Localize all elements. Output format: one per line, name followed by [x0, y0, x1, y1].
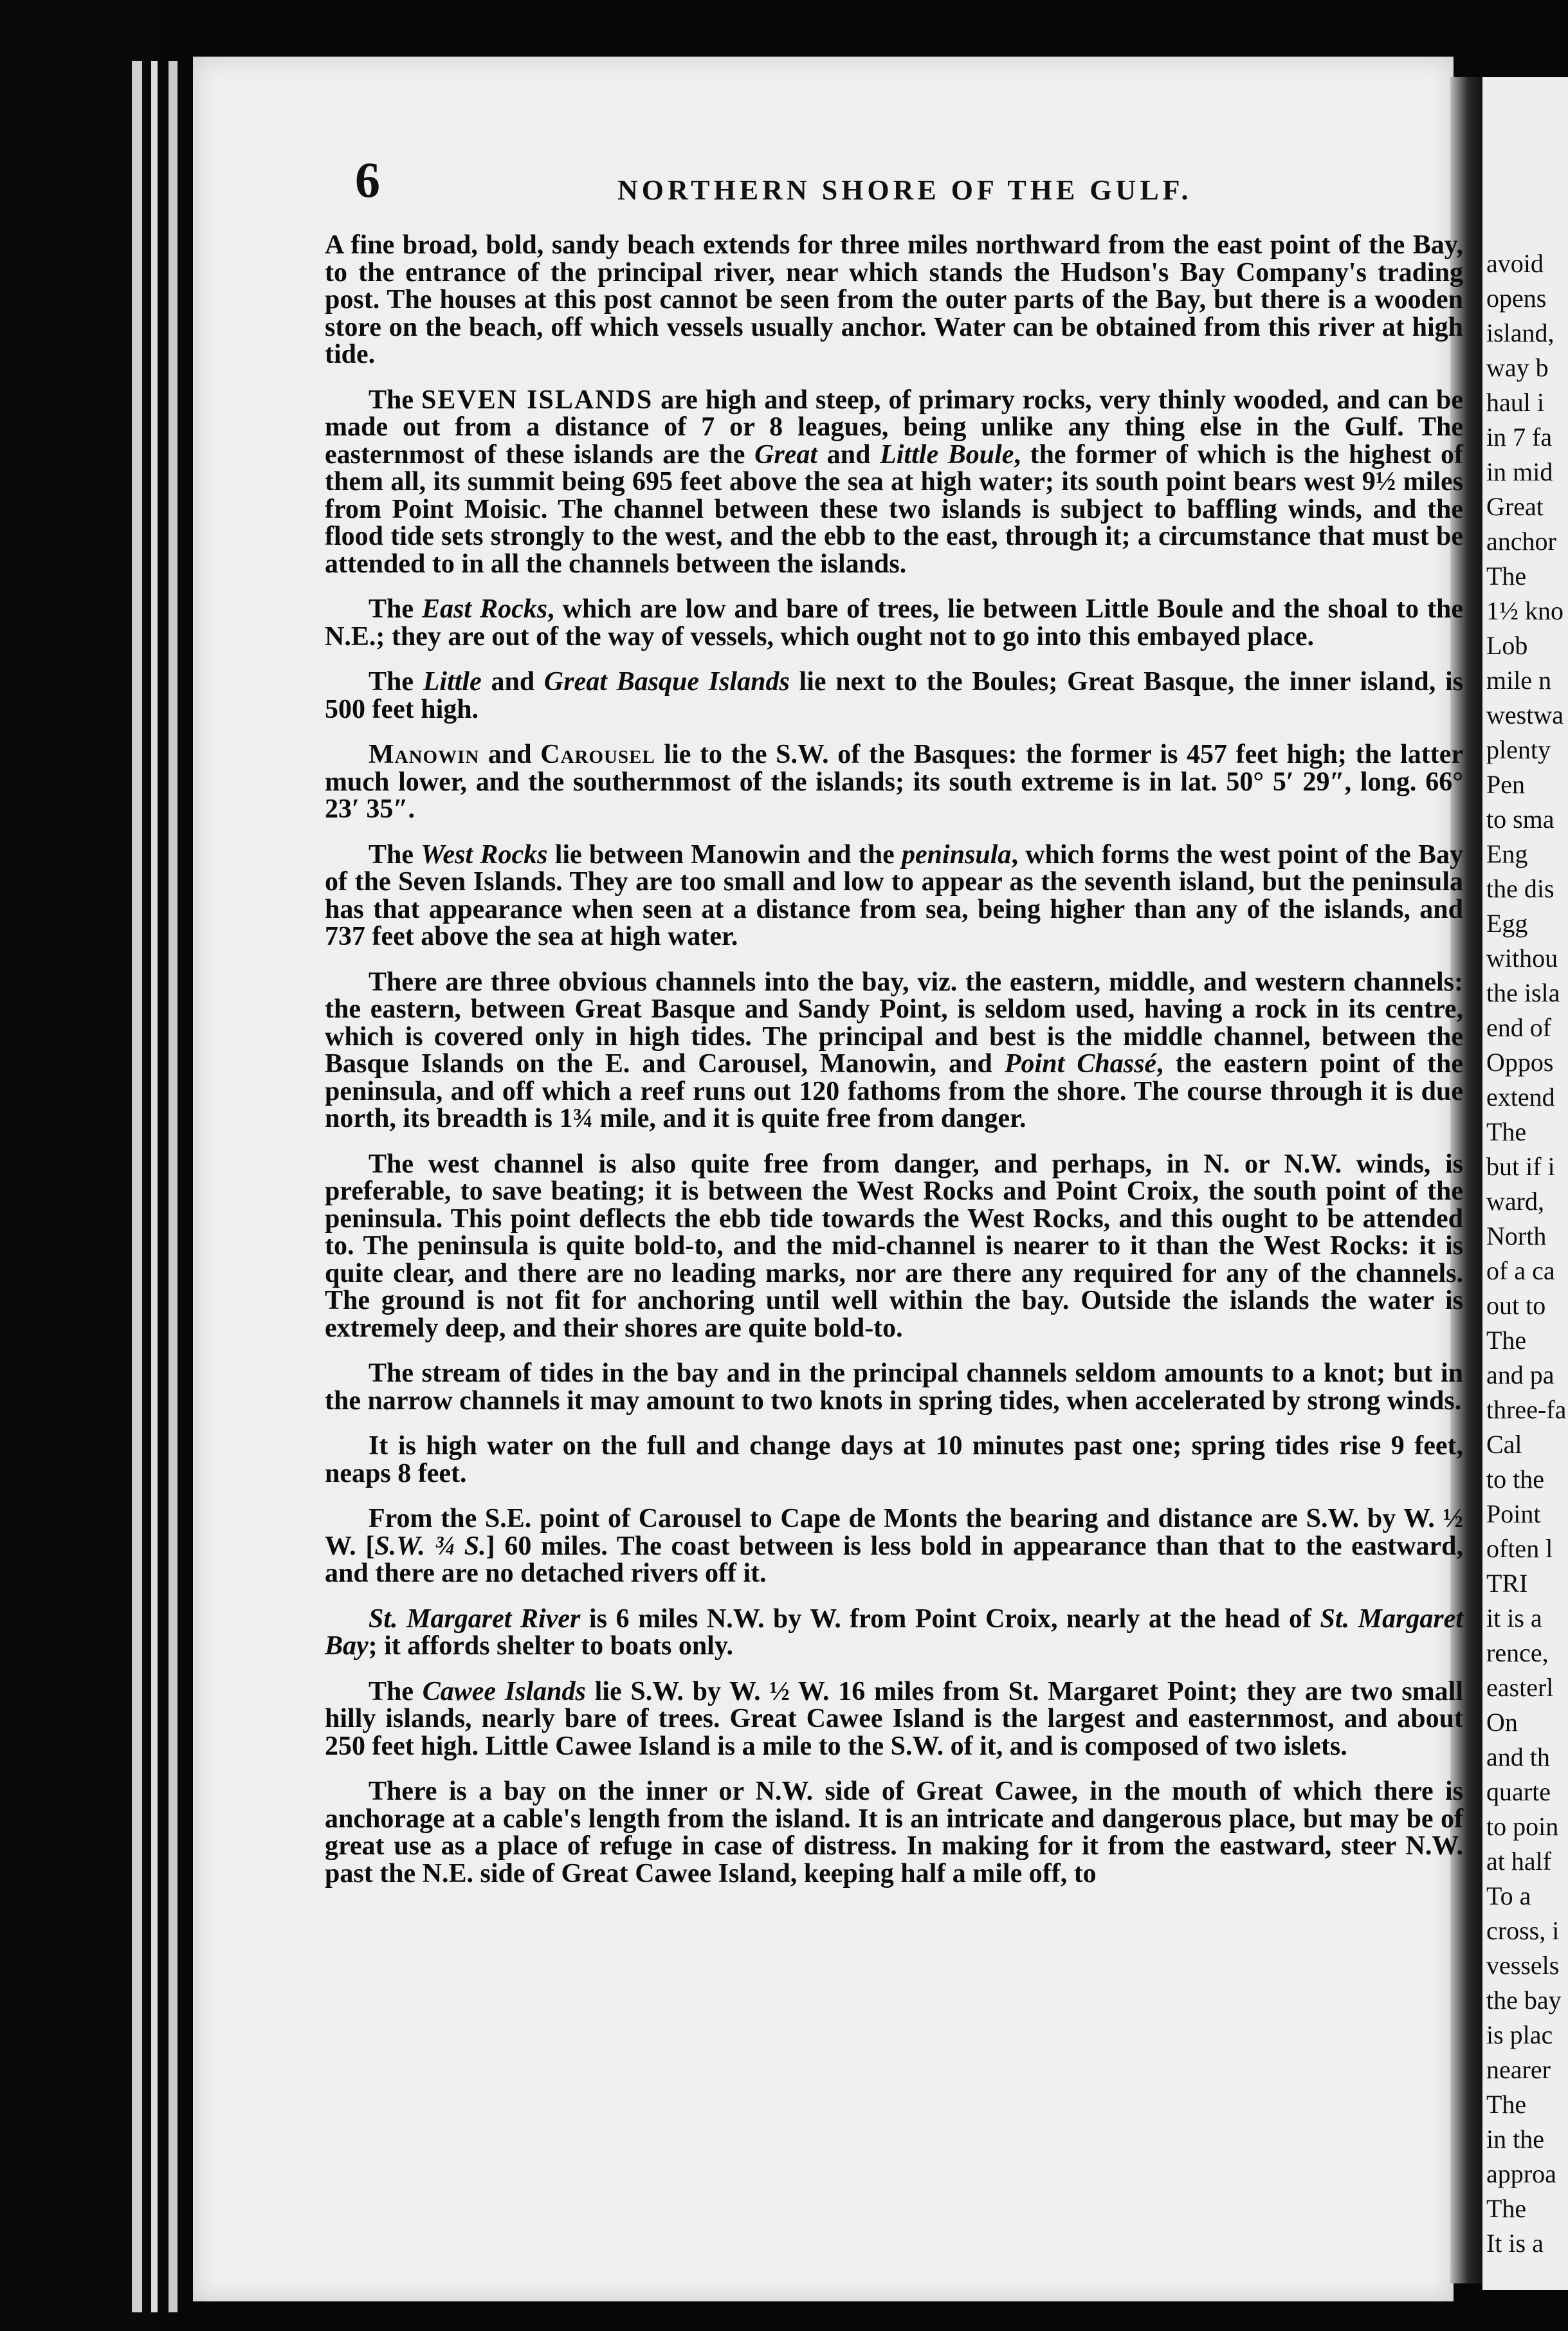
facing-page-line: easterl — [1486, 1673, 1554, 1702]
facing-page-line: out to — [1486, 1291, 1546, 1320]
facing-page-line: cross, i — [1486, 1916, 1560, 1945]
facing-page-line: The — [1486, 2194, 1527, 2223]
facing-page-line: The — [1486, 1326, 1527, 1355]
facing-page — [1482, 77, 1568, 2290]
paragraph: The stream of tides in the bay and in the principal channels seldom amounts to a knot; but in the narrow channels it may amount to two knots in spring tides, when accelerated by strong winds. — [325, 1358, 1463, 1416]
facing-page-line: Pen — [1486, 770, 1525, 799]
binding-edge — [169, 61, 178, 2312]
facing-page-line: withou — [1486, 944, 1558, 973]
facing-page-line: Lob — [1486, 631, 1528, 660]
facing-page-line: but if i — [1486, 1152, 1555, 1181]
facing-page-line: in 7 fa — [1486, 423, 1553, 452]
paragraph: St. Margaret River is 6 miles N.W. by W. from Point Croix, nearly at the head of St. Margaret Bay; it affords shelter to boats only. — [325, 1604, 1463, 1661]
facing-page-line: is plac — [1486, 2020, 1553, 2049]
running-head: NORTHERN SHORE OF THE GULF. — [617, 174, 1192, 206]
facing-page-line: three-fa — [1486, 1395, 1567, 1424]
facing-page-line: Oppos — [1486, 1048, 1554, 1077]
facing-page-line: mile n — [1486, 666, 1552, 695]
page-body — [325, 232, 1463, 1905]
paragraph: It is high water on the full and change days at 10 minutes past one; spring tides rise 9 feet, neaps 8 feet. — [325, 1431, 1463, 1488]
facing-page-line: plenty — [1486, 735, 1551, 764]
facing-page-line: of a ca — [1486, 1256, 1555, 1285]
facing-page-line: It is a — [1486, 2229, 1544, 2258]
paragraph: The SEVEN ISLANDS are high and steep, of primary rocks, very thinly wooded, and can be made out from a distance of 7 or 8 leagues, being unlike any thing else in the Gulf. The easternmost of these islands are the Great and Little Boule, the former of which is the highest of them all, its summit being 695 feet above the sea at high water; its south point bears west 9½ miles from Point Moisic. The channel between these two islands is subject to baffling winds, and the flood tide sets strongly to the west, and the ebb to the east, through it; a circumstance that must be attended to in all the channels between the islands. — [325, 385, 1464, 579]
facing-page-line: quarte — [1486, 1777, 1551, 1806]
facing-page-line: On — [1486, 1708, 1518, 1737]
facing-page-line: nearer — [1486, 2055, 1551, 2084]
facing-page-line: the bay — [1486, 1986, 1562, 2015]
paragraph: A fine broad, bold, sandy beach extends for three miles northward from the east point of the Bay, to the entrance of the principal river, near which stands the Hudson's Bay Company's trading post. The houses at this post cannot be seen from the outer parts of the Bay, but there is a wooden store on the beach, off which vessels usually anchor. Water can be obtained from this river at high tide. — [325, 230, 1463, 369]
facing-page-line: it is a — [1486, 1604, 1542, 1632]
facing-page-line: at half — [1486, 1847, 1552, 1876]
paragraph: From the S.E. point of Carousel to Cape de Monts the bearing and distance are S.W. by W. ½ W. [S.W. ¾ S.] 60 miles. The coast between is less bold in appearance than that to the eastward, and there are no detached rivers off it. — [325, 1504, 1463, 1588]
paragraph: The West Rocks lie between Manowin and the peninsula, which forms the west point of the Bay of the Seven Islands. They are too small and low to appear as the seventh island, but the peninsula has that appearance when seen at a distance from sea, being higher than any of the islands, and 737 feet above the sea at high water. — [325, 839, 1464, 951]
facing-page-line: westwa — [1486, 700, 1563, 729]
paragraph: Manowin and Carousel lie to the S.W. of the Basques: the former is 457 feet high; the latter much lower, and the southernmost of the islands; its south extreme is in lat. 50° 5′ 29″, long. 66° 23′ 35″. — [325, 740, 1464, 824]
paragraph: The Cawee Islands lie S.W. by W. ½ W. 16 miles from St. Margaret Point; they are two small hilly islands, nearly bare of trees. Great Cawee Island is the largest and easternmost, and about 250 feet high. Little Cawee Island is a mile to the S.W. of it, and is composed of two islets. — [325, 1676, 1463, 1761]
paragraph: The Little and Great Basque Islands lie next to the Boules; Great Basque, the inner island, is 500 feet high. — [325, 667, 1464, 724]
facing-page-line: in the — [1486, 2125, 1544, 2153]
facing-page-line: Cal — [1486, 1430, 1522, 1459]
paragraph: There is a bay on the inner or N.W. side of Great Cawee, in the mouth of which there is anchorage at a cable's length from the island. It is an intricate and dangerous place, but may be of great use as a place of refuge in case of distress. In making for it from the eastward, steer N.W. past the N.E. side of Great Cawee Island, keeping half a mile off, to — [325, 1777, 1463, 1888]
facing-page-line: TRI — [1486, 1569, 1528, 1598]
paragraph: The East Rocks, which are low and bare of trees, lie between Little Boule and the shoal to the N.E.; they are out of the way of vessels, which ought not to go into this embayed place. — [325, 594, 1463, 652]
facing-page-line: ward, — [1486, 1187, 1544, 1216]
facing-page-line: island, — [1486, 318, 1554, 347]
facing-page-line: The — [1486, 562, 1527, 590]
facing-page-line: To a — [1486, 1881, 1531, 1910]
facing-page-line: opens — [1486, 284, 1547, 313]
facing-page-line: Egg — [1486, 909, 1528, 938]
facing-page-line: Point — [1486, 1499, 1541, 1528]
facing-page-line: the dis — [1486, 874, 1554, 903]
facing-page-line: Eng — [1486, 839, 1528, 868]
facing-page-line: the isla — [1486, 978, 1560, 1007]
facing-page-line: Great — [1486, 492, 1544, 521]
facing-page-line: to the — [1486, 1465, 1544, 1494]
facing-page-line: vessels — [1486, 1951, 1560, 1980]
facing-page-line: haul i — [1486, 388, 1544, 417]
facing-page-line: extend — [1486, 1083, 1555, 1111]
facing-page-line: approa — [1486, 2159, 1556, 2188]
facing-page-line: way b — [1486, 353, 1549, 382]
facing-page-line: North — [1486, 1221, 1547, 1250]
facing-page-line: avoid — [1486, 249, 1544, 278]
facing-page-line: and th — [1486, 1742, 1550, 1771]
page-number: 6 — [355, 152, 380, 208]
facing-page-line: 1½ kno — [1486, 596, 1563, 625]
facing-page-line: anchor — [1486, 527, 1556, 556]
binding-edge — [151, 61, 158, 2312]
paragraph: The west channel is also quite free from danger, and perhaps, in N. or N.W. winds, is preferable, to save beating; it is between the West Rocks and Point Croix, the south point of the peninsula. This point deflects the ebb tide towards the West Rocks, and this ought to be attended to. The peninsula is quite bold-to, and the mid-channel is nearer to it than the West Rocks: it is quite clear, and there are no leading marks, nor are there any required for any of the channels. The ground is not fit for anchoring until well within the bay. Outside the islands the water is extremely deep, and their shores are quite bold-to. — [325, 1149, 1463, 1343]
facing-page-line: The — [1486, 1117, 1527, 1146]
facing-page-line: rence, — [1486, 1638, 1549, 1667]
paragraph: There are three obvious channels into the bay, viz. the eastern, middle, and western channels: the eastern, between Great Basque and Sandy Point, is seldom used, having a rock in its centre, which is covered only in high tides. The principal and best is the middle channel, between the Basque Islands on the E. and Carousel, Manowin, and Point Chassé, the eastern point of the peninsula, and off which a reef runs out 120 fathoms from the shore. The course through it is due north, its breadth is 1¾ mile, and it is quite free from danger. — [325, 967, 1463, 1133]
facing-page-line: to poin — [1486, 1812, 1559, 1841]
binding-edge — [132, 61, 142, 2312]
facing-page-line: end of — [1486, 1013, 1552, 1042]
facing-page-line: and pa — [1486, 1360, 1554, 1389]
facing-page-line: in mid — [1486, 457, 1553, 486]
facing-page-line: often l — [1486, 1534, 1553, 1563]
facing-page-line: The — [1486, 2090, 1527, 2119]
facing-page-line: to sma — [1486, 805, 1554, 834]
heading-seven-islands: SEVEN ISLANDS — [421, 385, 653, 415]
